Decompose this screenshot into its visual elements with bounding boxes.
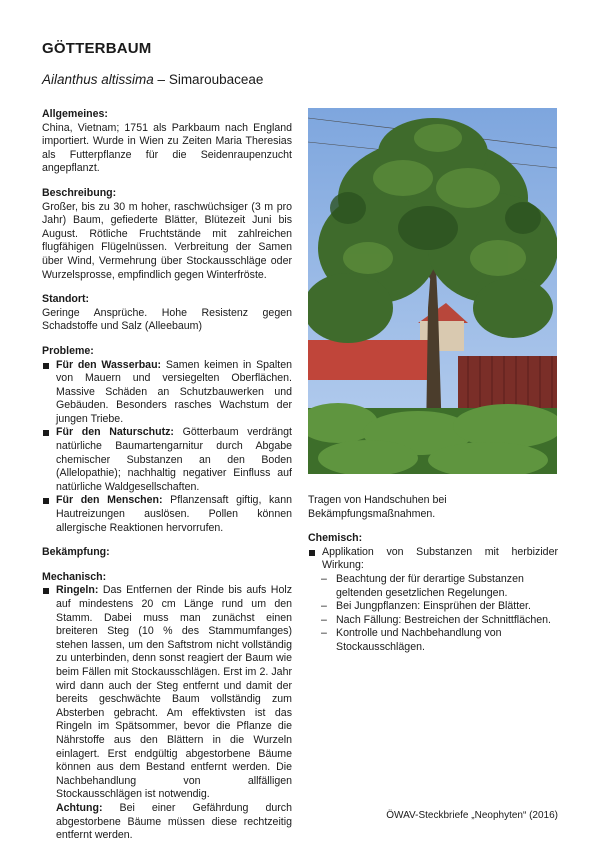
chemisch-subitem: – Kontrolle und Nachbehandlung von Stockausschlägen. [308, 627, 558, 654]
subtitle-separator: – [153, 72, 169, 87]
page-footer: ÖWAV-Steckbriefe „Neophyten“ (2016) [386, 810, 558, 821]
probleme-heading: Probleme: [42, 344, 94, 357]
species-subtitle [42, 72, 263, 87]
standort-text: Geringe Ansprüche. Hohe Resistenz gegen Schadstoffe und Salz (Alleebaum) [42, 306, 292, 333]
chemisch-subitem: – Bei Jungpflanzen: Einsprühen der Blätter. [308, 600, 558, 614]
problem-label: Für den Wasserbau: [56, 358, 162, 371]
left-column [42, 108, 292, 843]
chemisch-subitem: – Beachtung der für derartige Substanzen geltenden gesetzlichen Regelungen. [308, 573, 558, 600]
ringeln-continuation: Tragen von Handschuhen bei Bekämpfungsmaßnahmen. [308, 494, 447, 520]
chemisch-heading: Chemisch: [308, 532, 363, 545]
allgemeines-heading: Allgemeines: [42, 108, 108, 120]
ringeln-label: Ringeln: [56, 584, 99, 597]
bekaempfung-heading: Bekämpfung: [42, 546, 110, 559]
chemisch-list [308, 546, 558, 573]
chemisch-sublist [308, 573, 558, 655]
problem-text: Götterbaum verdrängt natürliche Baumartengarnitur durch Abgabe chemischer Substanzen an den Boden (Allelopathie); nachhaltig negativer Einfluss auf natürliche Waldgesellschaften. [56, 426, 292, 493]
chemisch-subitem: – Nach Fällung: Bestreichen der Schnittflächen. [308, 614, 558, 628]
achtung-text: Bei einer Gefährdung durch abgestorbene Bäume müssen diese rechtzeitig entfernt werden. [56, 801, 292, 842]
tree-illustration [308, 108, 557, 474]
achtung-note [42, 802, 292, 843]
tree-photo [308, 108, 557, 474]
beschreibung-heading: Beschreibung: [42, 186, 117, 199]
problem-item-wasserbau [42, 359, 292, 427]
problem-item-menschen [42, 494, 292, 535]
mechanisch-heading: Mechanisch: [42, 570, 107, 583]
standort-heading: Standort: [42, 293, 90, 306]
mechanisch-list [42, 584, 292, 802]
achtung-label: Achtung: [56, 801, 103, 814]
page-title: GÖTTERBAUM [42, 40, 152, 57]
beschreibung-text: Großer, bis zu 30 m hoher, raschwüchsiger (3 m pro Jahr) Baum, gefiederte Blätter, Blütezeit Juni bis August. Rötliche Fruchtstände mit zahlreichen flugfähigen Flügelnüssen. Verbreitung der Samen über Wind, Vermehrung über Stockausschläge oder Wurzelsprosse, empfindlich gegen Winterfröste. [42, 200, 292, 281]
problem-text: Pflanzensaft giftig, kann Hautreizungen auslösen. Pollen können allergische Reaktionen hervorrufen. [56, 494, 292, 534]
right-column [308, 494, 558, 655]
problem-label: Für den Naturschutz: [56, 426, 174, 439]
family-name: Simaroubaceae [168, 72, 264, 87]
ringeln-text: Das Entfernen der Rinde bis aufs Holz auf mindestens 20 cm Länge rund um den Stamm. Dabei muss man zunächst einen breiteren Steg (10 % des Stammumfanges) stehen lassen, um den Saftstrom nicht vollständig zu unterbinden, denn sonst reagiert der Baum wie beim Fällen mit Stockausschlägen. Erst im 2. Jahr wird dann auch der Steg entfernt und damit der bereits geschwächte Baum vollständig zum Absterben gebracht. Am effektivsten ist das Ringeln im Spätsommer, bevor die Pflanze die Nährstoffe aus den Blättern in die Wurzeln einlagert. Erst endgültig abgestorbene Bäume können aus dem Bestand entfernt werden. Die Nachbehandlung von allfälligen Stockausschlägen ist notwendig. [56, 584, 292, 801]
allgemeines-text: China, Vietnam; 1751 als Parkbaum nach England importiert. Wurde in Wien zu Zeiten Maria Theresias als Futterpflanze für die Seidenraupenzucht angepflanzt. [42, 121, 292, 175]
probleme-list [42, 359, 292, 536]
ringeln-item [42, 584, 292, 802]
chemisch-item: Applikation von Substanzen mit herbizider Wirkung: [308, 546, 558, 573]
problem-text: Samen keimen in Spalten von Mauern und versiegelten Oberflächen. Massive Schäden an Schutzbauwerken und Gebäuden. Besonders rasches Wachstum der jungen Triebe. [56, 358, 292, 425]
problem-item-naturschutz [42, 426, 292, 494]
latin-name: Ailanthus altissima [42, 72, 154, 87]
problem-label: Für den Menschen: [56, 494, 163, 507]
